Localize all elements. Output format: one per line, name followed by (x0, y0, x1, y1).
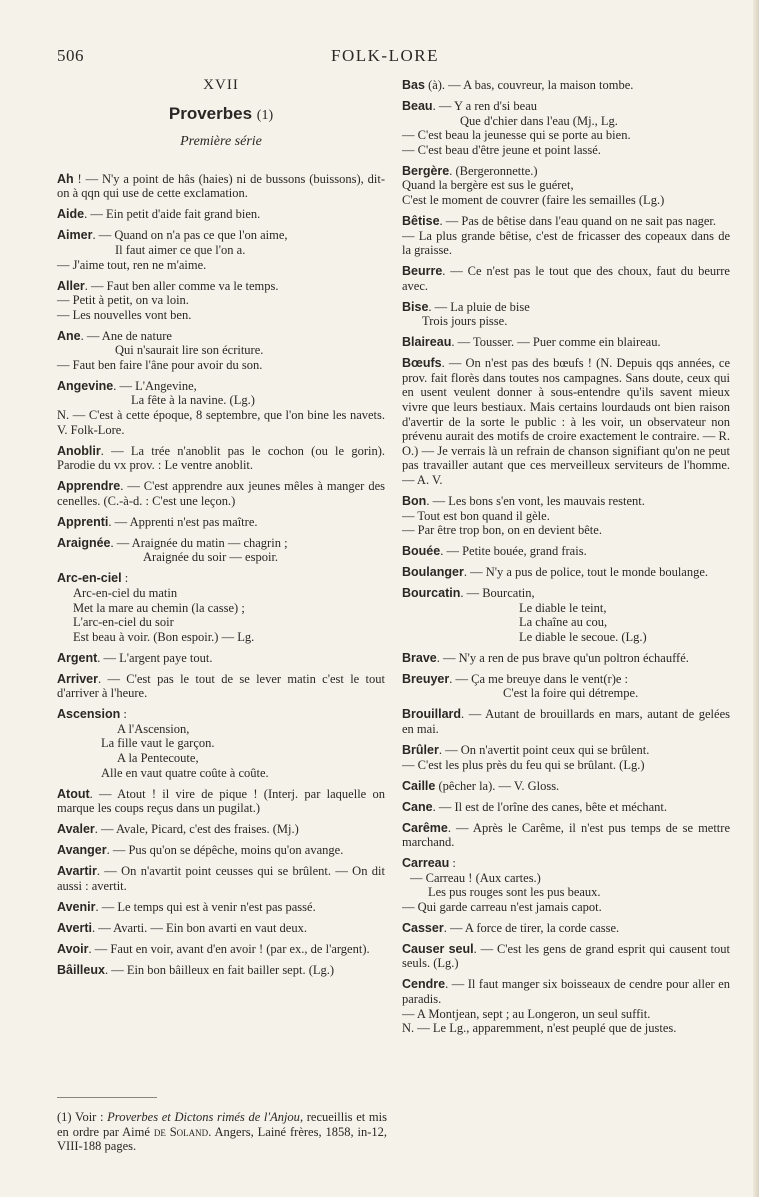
running-title: FOLK-LORE (331, 46, 439, 65)
entry-keyword: Arc-en-ciel (57, 571, 122, 586)
entry-text: . — Tousser. — Puer comme ein blaireau. (451, 335, 661, 350)
entry-keyword: Araignée (57, 535, 111, 550)
entry-line: — C'est beau d'être jeune et point lassé. (402, 142, 601, 157)
proverb-entry (402, 544, 730, 559)
entry-line: Quand la bergère est sus le guéret, (402, 178, 574, 193)
entry-keyword: Caille (402, 778, 436, 793)
proverb-entry (402, 672, 730, 701)
entry-text: . — Petite bouée, grand frais. (440, 544, 587, 559)
proverb-entry (57, 228, 385, 272)
entry-line: Arc-en-ciel du matin (73, 585, 178, 600)
entry-keyword: Anoblir (57, 443, 101, 458)
entry-keyword: Angevine (57, 378, 114, 393)
footnote-marker: (1) Voir : (57, 1110, 108, 1124)
entry-text: . — Il faut manger six boisseaux de cendre pour aller en paradis. (402, 977, 730, 1007)
entry-keyword: Carreau (402, 856, 450, 871)
entry-line: Alle en vaut quatre coûte à coûte. (101, 765, 269, 780)
right-column (402, 78, 730, 1042)
entry-line: Qui n'saurait lire son écriture. (115, 343, 264, 358)
entry-line: — Qui garde carreau n'est jamais capot. (402, 899, 602, 914)
entry-keyword: Breuyer (402, 671, 450, 686)
proverb-entry (402, 164, 730, 208)
entry-keyword: Argent (57, 650, 98, 665)
proverb-entry (57, 515, 385, 530)
entry-text: . — Araignée du matin — chagrin ; (110, 535, 288, 550)
entry-line: Est beau à voir. (Bon espoir.) — Lg. (73, 629, 255, 644)
proverb-entry (402, 821, 730, 850)
footnote-particle: de (153, 1124, 166, 1139)
proverb-entry (402, 779, 730, 794)
entry-text: . — N'y a ren de pus brave qu'un poltron échauffé. (436, 650, 689, 665)
entry-text: : (120, 707, 127, 722)
entry-keyword: Avartir (57, 864, 97, 879)
proverb-entry (57, 651, 385, 666)
entry-line: — Les nouvelles vont ben. (57, 307, 192, 322)
entry-text: (à). — A bas, couvreur, la maison tombe. (424, 78, 634, 92)
proverb-entry (57, 843, 385, 858)
entry-keyword: Carême (402, 820, 448, 835)
entry-line: — Par être trop bon, on en devient bête. (402, 523, 602, 538)
entry-text: . — La pluie de bise (428, 299, 530, 314)
entry-keyword: Bourcatin (402, 586, 461, 601)
entry-text: . — C'est pas le tout de se lever matin c'est le tout d'arriver à l'heure. (57, 671, 385, 701)
entry-keyword: Apprenti (57, 514, 109, 529)
entry-text: . — Ça me breuye dans le vent(r)e : (449, 671, 629, 686)
proverb-entry (57, 279, 385, 323)
entry-line: A l'Ascension, (117, 721, 190, 736)
entry-text: . — Avale, Picard, c'est des fraises. (Mj.) (94, 822, 299, 837)
proverb-entry (57, 207, 385, 222)
entry-text: . — Faut en voir, avant d'en avoir ! (par ex., de l'argent). (88, 941, 370, 956)
entry-text: . — On n'avertit point ceux qui se brûlent. (438, 743, 650, 758)
proverb-entry (402, 214, 730, 258)
entry-text: . — C'est les gens de grand esprit qui causent tout seuls. (Lg.) (402, 941, 730, 971)
entry-keyword: Bise (402, 299, 429, 314)
entry-line: Que d'chier dans l'eau (Mj., Lg. (460, 113, 618, 128)
entry-text: . — Pus qu'on se dépêche, moins qu'on avange. (106, 843, 344, 858)
entry-keyword: Boulanger (402, 565, 464, 580)
proverb-entry (402, 78, 730, 93)
proverb-entry (402, 651, 730, 666)
footnote (57, 1110, 387, 1154)
entry-line: La fille vaut le garçon. (101, 736, 215, 751)
proverb-entry (57, 707, 385, 780)
entry-line: La fête à la navine. (Lg.) (131, 393, 255, 408)
entry-line: L'arc-en-ciel du soir (73, 615, 174, 630)
entry-keyword: Brûler (402, 743, 439, 758)
entry-text: . — Le temps qui est à venir n'est pas passé. (95, 899, 316, 914)
entry-line: — Tout est bon quand il gèle. (402, 508, 550, 523)
entry-text: ! — N'y a point de hâs (haies) ni de bussons (buissons), dit-on à qqn qui use de cette exclamation. (57, 171, 385, 201)
entry-line: A la Pentecoute, (117, 751, 199, 766)
entry-keyword: Bon (402, 493, 427, 508)
entry-keyword: Ane (57, 328, 81, 343)
proverb-entry (57, 900, 385, 915)
entry-text: . — Les bons s'en vont, les mauvais restent. (426, 493, 645, 508)
proverb-entry (402, 356, 730, 487)
entry-keyword: Cane (402, 799, 433, 814)
proverb-entry (402, 743, 730, 772)
entry-keyword: Beurre (402, 264, 443, 279)
entry-text: . — Pas de bêtise dans l'eau quand on ne sait pas nager. (439, 213, 717, 228)
entry-keyword: Causer seul (402, 941, 474, 956)
proverb-entry (402, 586, 730, 644)
entry-keyword: Atout (57, 786, 90, 801)
proverb-entry (402, 800, 730, 815)
proverb-entry (57, 921, 385, 936)
entry-text: . — Quand on n'a pas ce que l'on aime, (92, 228, 288, 243)
entry-keyword: Avaler (57, 822, 95, 837)
entry-text: . (Bergeronnette.) (449, 163, 538, 178)
entry-text: . — Atout ! il vire de pique ! (Interj. par laquelle on marque les coups reçus dans un pugilat.) (57, 786, 385, 816)
entry-keyword: Arriver (57, 671, 98, 686)
proverb-entry (57, 172, 385, 201)
entry-keyword: Beau (402, 98, 433, 113)
entry-line: C'est la foire qui détrempe. (503, 686, 639, 701)
entry-keyword: Blaireau (402, 335, 452, 350)
entry-keyword: Bâilleux (57, 962, 105, 977)
entry-keyword: Averti (57, 920, 92, 935)
entry-text: . — C'est apprendre aux jeunes mêles à manger des cenelles. (C.-à-d. : C'est une leçon.) (57, 479, 385, 508)
entry-text: . — Apprenti n'est pas maître. (108, 514, 258, 529)
entry-line: N. — C'est à cette époque, 8 septembre, que l'on bine les navets. V. Folk-Lore. (57, 408, 385, 437)
entry-text: . — Après le Carême, il n'est pus temps de se mettre marchand. (402, 820, 730, 850)
proverb-entry (57, 672, 385, 701)
entry-line: Trois jours pisse. (422, 314, 508, 329)
entry-text: . — Il est de l'orîne des canes, bête et méchant. (432, 799, 668, 814)
entry-keyword: Bas (402, 78, 425, 92)
entry-text: . — On n'est pas des bœufs ! (N. Depuis qqs années, ce prov. fait florès dans toutes nos campagnes. Sans doute, ceux qui en usent veulent donner à sous-entendre qu'ils savent mieux vivre que leurs bestiaux. Mais certains lourdauds ont bien raison d'avertir de la sorte le public : à les voir, un observateur non prévenu aurait des motifs de croire exactement le contraire. — R. O.) — Je verrais là un refrain de chanson signifiant qu'on ne peut pas travailler autant que ces merveilleux serviteurs de l'homme. — A. V. (402, 356, 730, 487)
entry-keyword: Ah (57, 171, 74, 186)
entry-line: — Faut ben faire l'âne pour avoir du son. (57, 357, 263, 372)
entry-line: Le diable le teint, (519, 600, 607, 615)
proverb-entry (402, 99, 730, 157)
entry-text: . — On n'avartit point ceusses qui se brûlent. — On dit aussi : avertit. (57, 864, 385, 893)
entry-text: : (449, 856, 456, 871)
proverb-entry (402, 565, 730, 580)
proverb-entry (402, 977, 730, 1035)
entry-text: . — Ein petit d'aide fait grand bien. (84, 207, 261, 222)
proverb-entry (402, 300, 730, 329)
proverb-entry (57, 444, 385, 473)
entry-keyword: Casser (402, 920, 444, 935)
footnote-reference: (1) (256, 107, 274, 123)
proverb-entry (57, 329, 385, 373)
chapter-number: XVII (203, 77, 239, 93)
proverb-entry (402, 494, 730, 538)
entry-keyword: Aller (57, 278, 85, 293)
entry-keyword: Apprendre (57, 479, 121, 494)
entry-text: . — Ce n'est pas le tout que des choux, faut du beurre avec. (402, 264, 730, 293)
proverb-entry (57, 864, 385, 893)
proverb-entry (57, 536, 385, 565)
entry-text: . — Ane de nature (80, 328, 172, 343)
entry-line: Les pus rouges sont les pus beaux. (428, 885, 601, 900)
proverb-entry (402, 856, 730, 914)
proverb-entry (402, 335, 730, 350)
entry-keyword: Brave (402, 650, 437, 665)
entry-line: — La plus grande bêtise, c'est de fricasser des copeaux dans de la graisse. (402, 228, 730, 258)
proverb-entry (57, 787, 385, 816)
entry-text: . — Avarti. — Ein bon avarti en vaut deux. (91, 920, 307, 935)
entry-keyword: Aide (57, 207, 85, 222)
entry-text: . — Y a ren d'si beau (432, 98, 537, 113)
entry-keyword: Avenir (57, 899, 96, 914)
entry-line: C'est le moment de couvrer (faire les semailles (Lg.) (402, 192, 665, 207)
entry-text: . — N'y a pus de police, tout le monde boulange. (463, 565, 709, 580)
proverb-entry (57, 379, 385, 437)
entry-text: : (121, 571, 129, 586)
entry-text: . — La trée n'anoblit pas le cochon (ou le gorin). Parodie du vx prov. : Le ventre anoblit. (57, 443, 385, 473)
proverb-entry (57, 942, 385, 957)
section-title (57, 103, 385, 124)
entry-line: La chaîne au cou, (519, 615, 608, 630)
entry-line: Il faut aimer ce que l'on a. (115, 242, 246, 257)
entry-keyword: Avanger (57, 843, 107, 858)
entry-text: . — L'Angevine, (113, 378, 197, 393)
proverb-entry (57, 822, 385, 837)
entry-keyword: Bergère (402, 163, 450, 178)
entry-line: Met la mare au chemin (la casse) ; (73, 600, 245, 615)
entry-text: . — Faut ben aller comme va le temps. (84, 278, 279, 293)
proverb-entry (57, 479, 385, 508)
proverb-entry (402, 921, 730, 936)
entry-text: . — L'argent paye tout. (97, 650, 213, 665)
entry-keyword: Bouée (402, 544, 441, 559)
entry-keyword: Avoir (57, 941, 89, 956)
page-number: 506 (57, 46, 84, 65)
entry-line: N. — Le Lg., apparemment, n'est peuplé que de justes. (402, 1021, 677, 1036)
entry-keyword: Bêtise (402, 213, 440, 228)
entry-line: — Petit à petit, on va loin. (57, 293, 189, 308)
entry-line: — J'aime tout, ren ne m'aime. (57, 257, 207, 272)
entry-keyword: Ascension (57, 707, 121, 722)
proverb-entry (57, 571, 385, 644)
entry-text: . — A force de tirer, la corde casse. (443, 920, 620, 935)
entry-keyword: Bœufs (402, 356, 442, 371)
left-column (57, 78, 385, 984)
proverb-entry (402, 707, 730, 736)
entry-line: — C'est beau la jeunesse qui se porte au bien. (402, 128, 631, 143)
section-title-text: Proverbes (168, 103, 253, 123)
entry-keyword: Brouillard (402, 707, 462, 722)
page-edge-shadow (753, 0, 759, 1197)
entry-text: (pêcher la). — V. Gloss. (435, 778, 560, 793)
entry-text: . — Ein bon bâilleux en fait bailler sept. (Lg.) (104, 962, 335, 977)
footnote-divider (57, 1097, 157, 1098)
entry-text: . — Autant de brouillards en mars, autant de gelées en mai. (402, 707, 730, 737)
entry-keyword: Cendre (402, 977, 446, 992)
footnote-author: Soland (169, 1124, 209, 1139)
entry-keyword: Aimer (57, 228, 93, 243)
entry-line: — Carreau ! (Aux cartes.) (410, 870, 541, 885)
entry-line: Araignée du soir — espoir. (143, 550, 279, 565)
entry-line: — A Montjean, sept ; au Longeron, un seul suffit. (402, 1006, 651, 1021)
page-header (0, 46, 759, 68)
entry-line: Le diable le secoue. (Lg.) (519, 629, 647, 644)
section-subtitle: Première série (180, 134, 262, 150)
footnote-work-title: Proverbes et Dictons rimés de l'Anjou (107, 1110, 300, 1124)
footnote-tail: . Angers, Lainé frères, 1858, in-12, VIII-188 pages. (57, 1124, 388, 1154)
proverb-entry (57, 963, 385, 978)
proverb-entry (402, 942, 730, 971)
footnote-text: , recueillis et mis en ordre par Aimé (57, 1110, 387, 1139)
proverb-entry (402, 264, 730, 293)
entry-text: . — Bourcatin, (460, 586, 535, 601)
entry-line: — C'est les plus près du feu qui se brûlant. (Lg.) (402, 757, 645, 772)
